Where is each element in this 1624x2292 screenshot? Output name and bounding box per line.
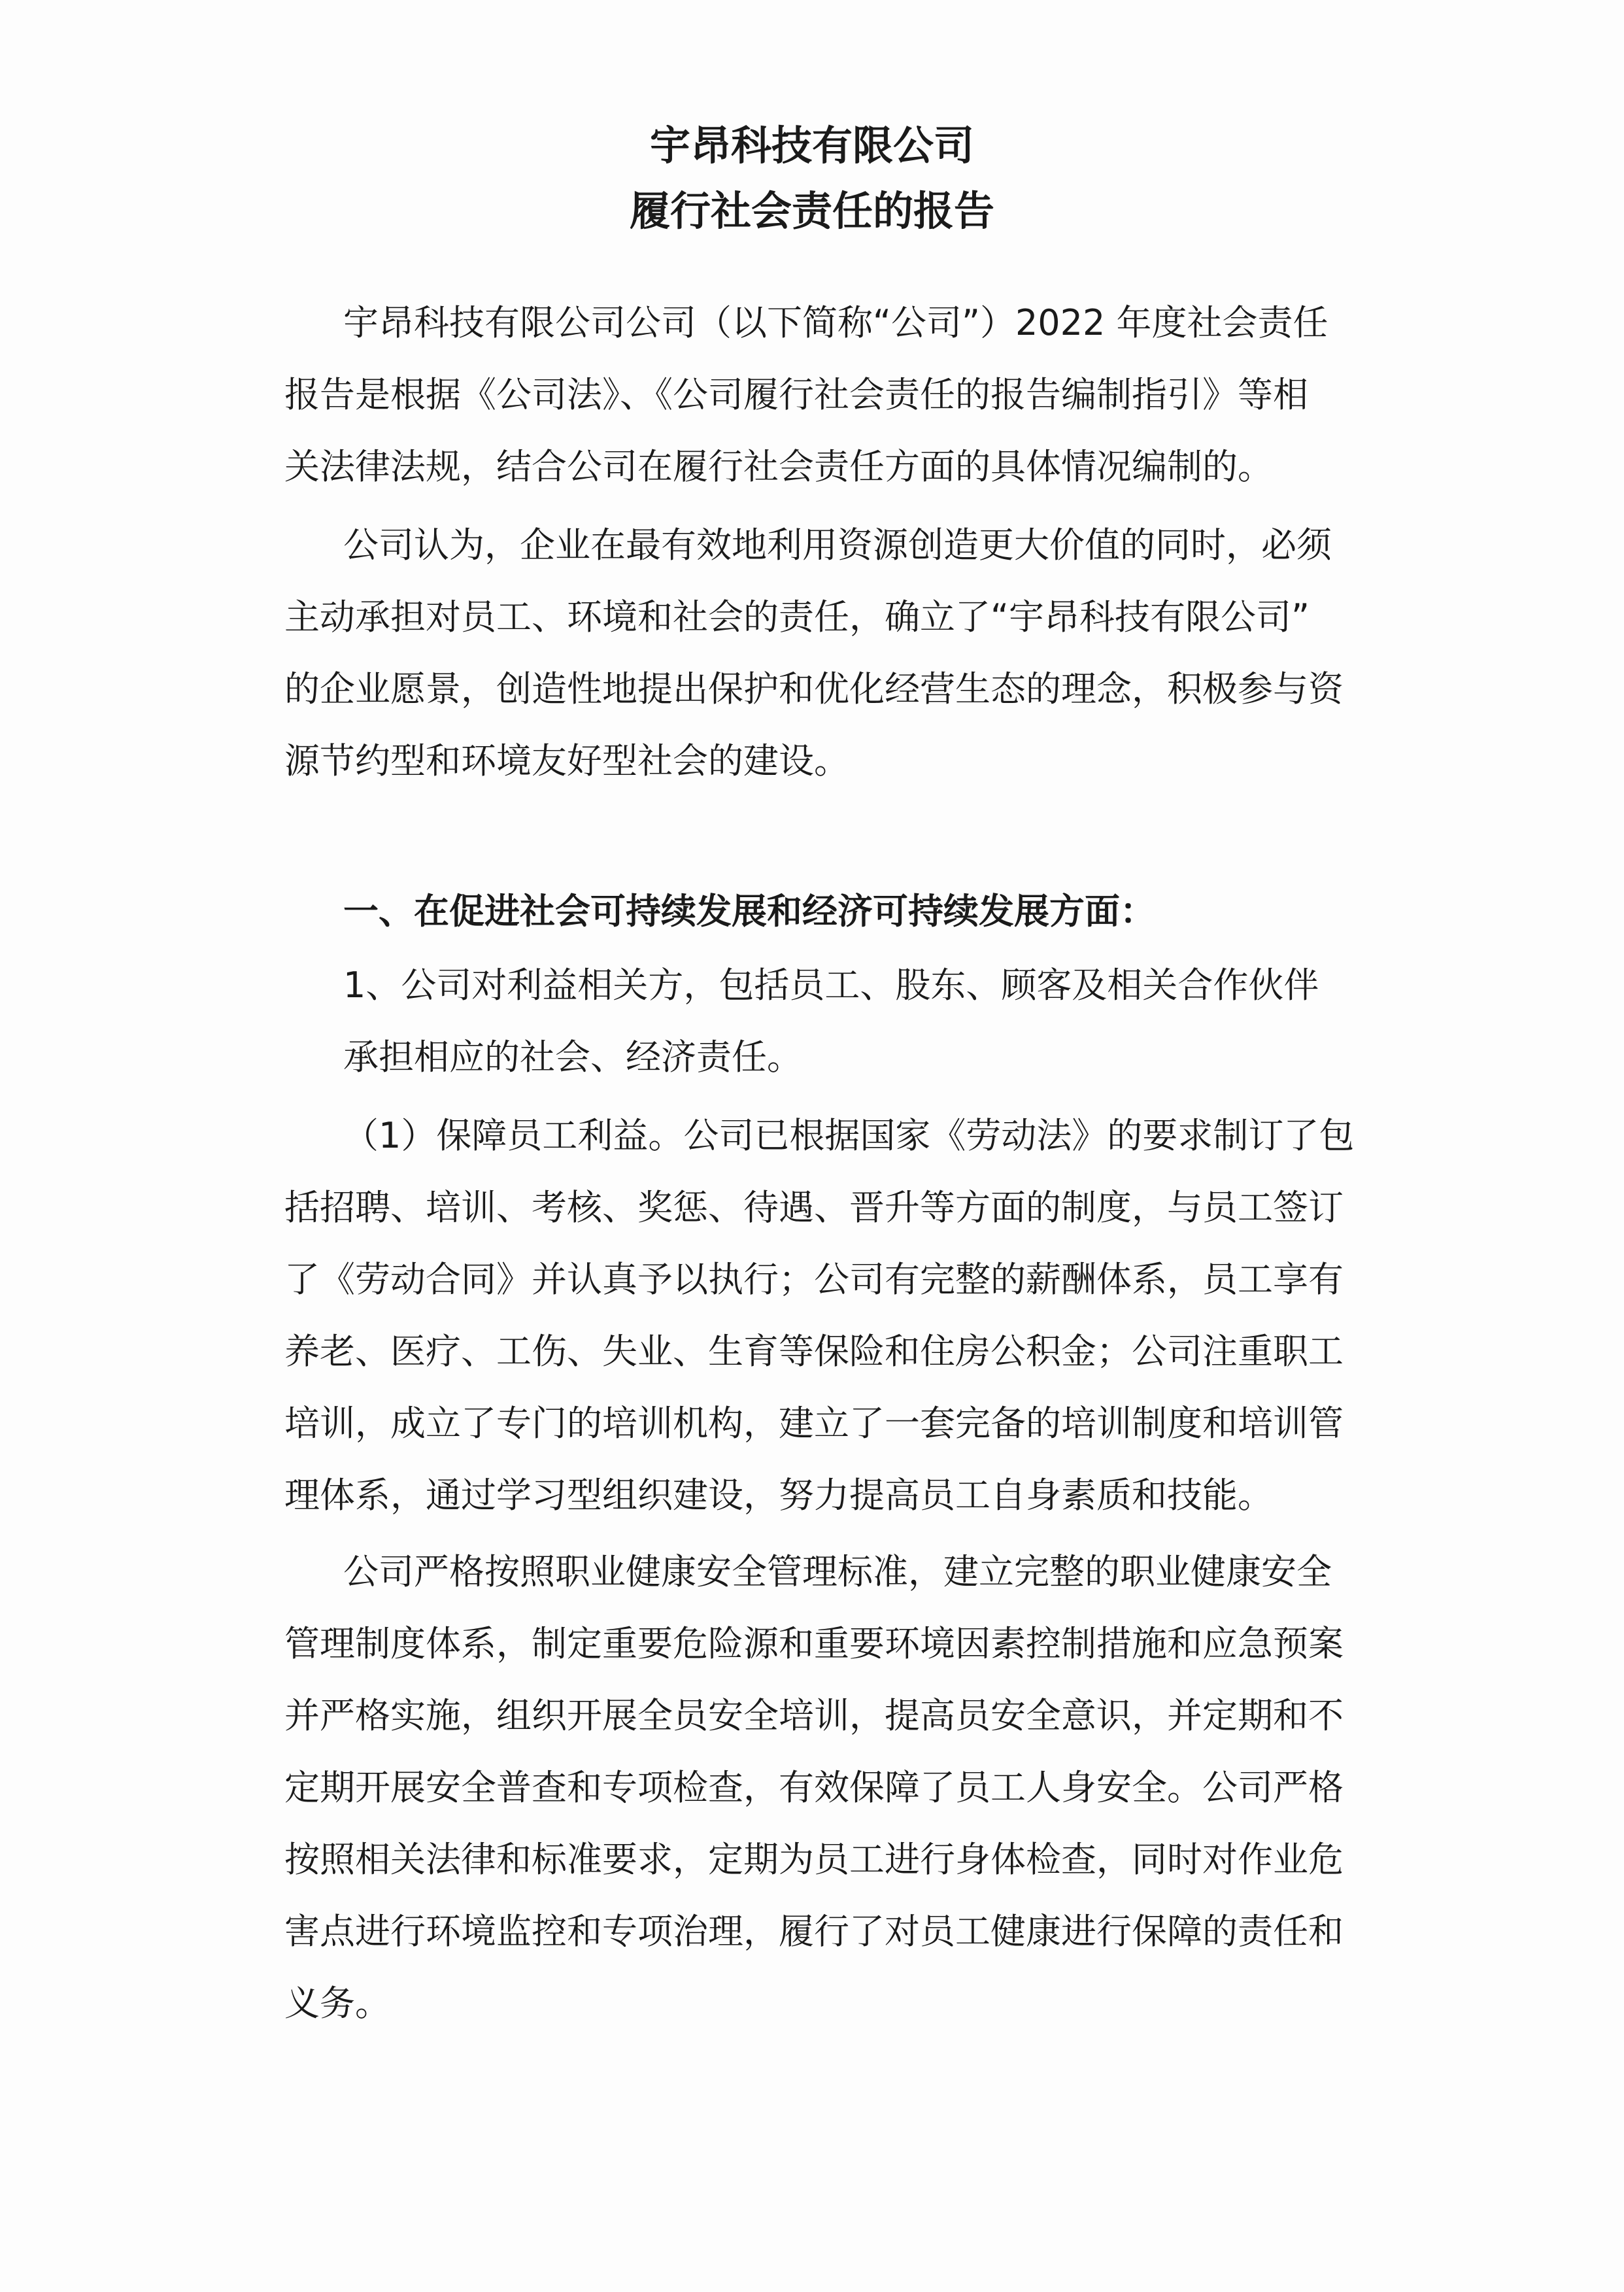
paragraph-1-line-2: 报告是根据《公司法》、《公司履行社会责任的报告编制指引》等相 bbox=[284, 374, 1308, 415]
paragraph-2-line-2: 主动承担对员工、环境和社会的责任，确立了“宇昂科技有限公司” bbox=[284, 596, 1310, 638]
item-1-line-2: 承担相应的社会、经济责任。 bbox=[343, 1036, 802, 1078]
safety-paragraph-line-2: 管理制度体系，制定重要危险源和重要环境因素控制措施和应急预案 bbox=[284, 1623, 1344, 1664]
paragraph-1-line-1: 宇昂科技有限公司公司（以下简称“公司”）2022 年度社会责任 bbox=[343, 302, 1328, 343]
safety-paragraph-line-6: 害点进行环境监控和专项治理，履行了对员工健康进行保障的责任和 bbox=[284, 1911, 1344, 1952]
item-1-line-1: 1、公司对利益相关方，包括员工、股东、顾客及相关合作伙伴 bbox=[343, 965, 1319, 1006]
safety-paragraph-line-1: 公司严格按照职业健康安全管理标准，建立完整的职业健康安全 bbox=[343, 1551, 1332, 1592]
paragraph-2-line-4: 源节约型和环境友好型社会的建设。 bbox=[284, 740, 849, 781]
paragraph-2-line-3: 的企业愿景，创造性地提出保护和优化经营生态的理念，积极参与资 bbox=[284, 668, 1344, 710]
subitem-1-line-3: 了《劳动合同》并认真予以执行；公司有完整的薪酬体系，员工享有 bbox=[284, 1259, 1344, 1300]
subitem-1-line-4: 养老、医疗、工伤、失业、生育等保险和住房公积金；公司注重职工 bbox=[284, 1331, 1344, 1372]
document-title-report: 履行社会责任的报告 bbox=[629, 187, 994, 235]
subitem-1-line-6: 理体系，通过学习型组织建设，努力提高员工自身素质和技能。 bbox=[284, 1475, 1273, 1516]
subitem-1-line-5: 培训，成立了专门的培训机构，建立了一套完备的培训制度和培训管 bbox=[284, 1403, 1344, 1444]
subitem-1-line-1: （1）保障员工利益。公司已根据国家《劳动法》的要求制订了包 bbox=[343, 1115, 1355, 1156]
safety-paragraph-line-5: 按照相关法律和标准要求，定期为员工进行身体检查，同时对作业危 bbox=[284, 1839, 1344, 1880]
safety-paragraph-line-3: 并严格实施，组织开展全员安全培训，提高员安全意识，并定期和不 bbox=[284, 1695, 1344, 1736]
paragraph-2-line-1: 公司认为，企业在最有效地利用资源创造更大价值的同时，必须 bbox=[343, 524, 1332, 566]
section-heading-1: 一、在促进社会可持续发展和经济可持续发展方面： bbox=[343, 891, 1155, 932]
paragraph-1-line-3: 关法律法规，结合公司在履行社会责任方面的具体情况编制的。 bbox=[284, 446, 1273, 487]
safety-paragraph-line-7: 义务。 bbox=[284, 1983, 390, 2024]
subitem-1-line-2: 括招聘、培训、考核、奖惩、待遇、晋升等方面的制度，与员工签订 bbox=[284, 1187, 1344, 1228]
document-title-company: 宇昂科技有限公司 bbox=[649, 122, 974, 169]
safety-paragraph-line-4: 定期开展安全普查和专项检查，有效保障了员工人身安全。公司严格 bbox=[284, 1767, 1344, 1808]
